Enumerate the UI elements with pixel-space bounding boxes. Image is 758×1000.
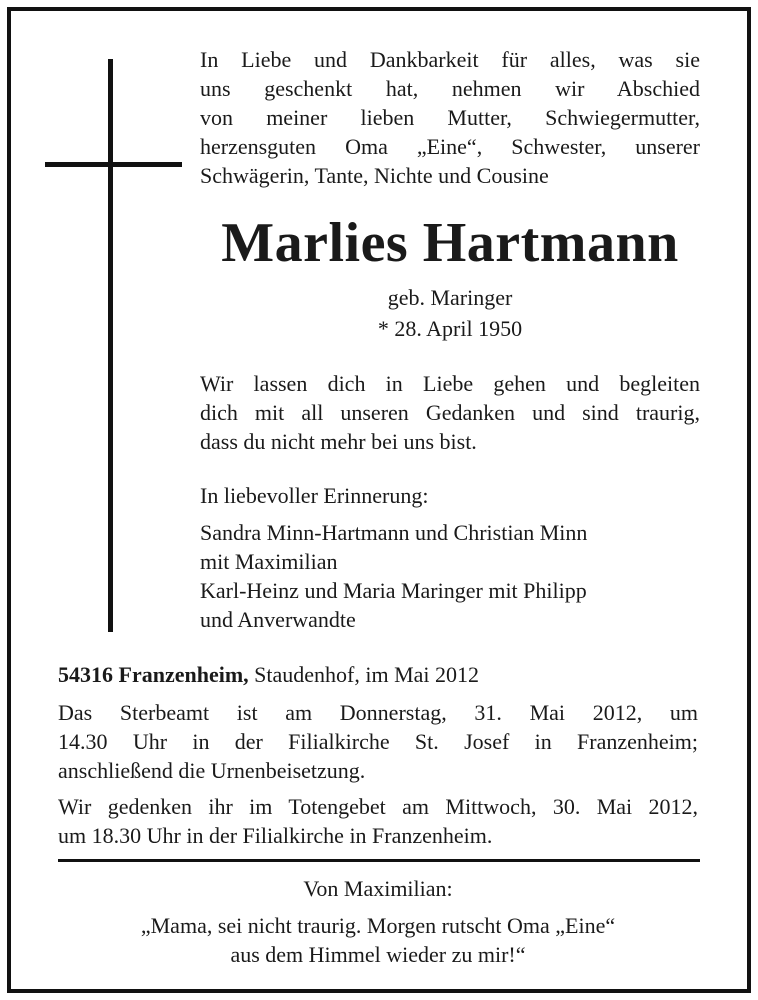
birth-name: geb. Maringer [387,285,513,310]
location-place: 54316 Franzenheim, [58,662,249,687]
service-line: Das Sterbeamt ist am Donnerstag, 31. Mai 2012, um [58,700,698,725]
intro-line: von meiner lieben Mutter, Schwiegermutter, [200,105,700,130]
mourner-line: Karl-Heinz und Maria Maringer mit Philipp [200,578,587,603]
quote-line: „Mama, sei nicht traurig. Morgen rutscht Oma „Eine“ [140,913,616,938]
memory-label: In liebevoller Erinnerung: [200,483,429,508]
cross-icon-horizontal [45,162,182,167]
service-line: anschließend die Urnenbeisetzung. [58,758,366,783]
location-line [58,660,698,689]
farewell-line: dich mit all unseren Gedanken und sind traurig, [200,400,700,425]
quote-line: aus dem Himmel wieder zu mir!“ [230,942,526,967]
intro-line: herzensguten Oma „Eine“, Schwester, unserer [200,134,700,159]
farewell-line: Wir lassen dich in Liebe gehen und begleiten [200,371,700,396]
divider [58,859,700,862]
quote-attribution: Von Maximilian: [303,876,453,901]
farewell-text [200,369,700,456]
service-info [58,698,698,785]
intro-line: uns geschenkt hat, nehmen wir Abschied [200,76,700,101]
prayer-info [58,792,698,850]
farewell-line: dass du nicht mehr bei uns bist. [200,429,477,454]
prayer-line: um 18.30 Uhr in der Filialkirche in Franzenheim. [58,823,493,848]
intro-line: Schwägerin, Tante, Nichte und Cousine [200,163,549,188]
prayer-line: Wir gedenken ihr im Totengebet am Mittwoch, 30. Mai 2012, [58,794,698,819]
mourner-line: und Anverwandte [200,607,356,632]
service-line: 14.30 Uhr in der Filialkirche St. Josef in Franzenheim; [58,729,698,754]
cross-icon-vertical [108,59,113,632]
mourners-list [200,518,700,634]
child-quote [58,911,698,969]
deceased-name: Marlies Hartmann [221,212,679,274]
location-detail: Staudenhof, im Mai 2012 [248,662,480,687]
mourner-line: Sandra Minn-Hartmann und Christian Minn [200,520,588,545]
birth-date: * 28. April 1950 [377,316,523,341]
mourner-line: mit Maximilian [200,549,338,574]
intro-line: In Liebe und Dankbarkeit für alles, was sie [200,47,700,72]
intro-text [200,45,700,190]
